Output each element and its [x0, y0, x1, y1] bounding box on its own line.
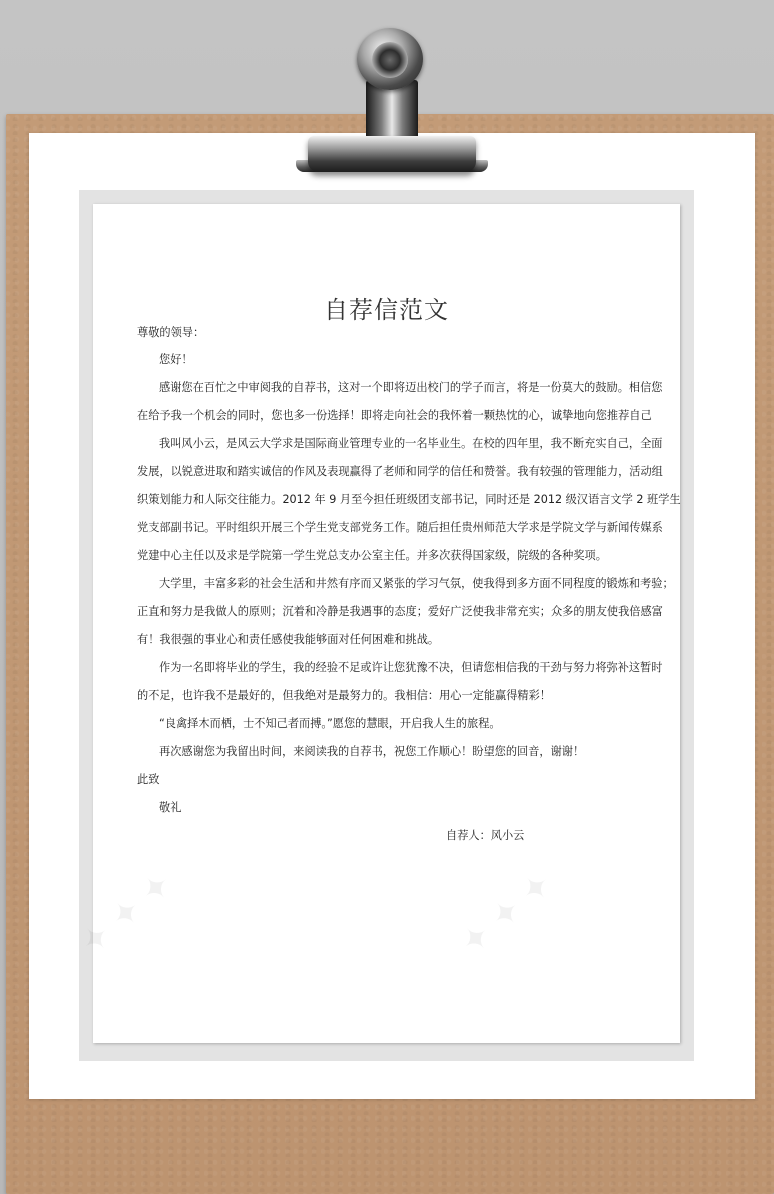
paragraph-line: 织策划能力和人际交往能力。2012 年 9 月至今担任班级团支部书记，同时还是 2012 级汉语言文学 2 班学生	[137, 493, 681, 506]
paragraph-line: 有！我很强的事业心和责任感使我能够面对任何困难和挑战。	[137, 633, 440, 646]
paragraph-line: 再次感谢您为我留出时间，来阅读我的自荐书，祝您工作顺心！盼望您的回音，谢谢！	[159, 745, 585, 758]
paragraph-line: 我叫风小云，是风云大学求是国际商业管理专业的一名毕业生。在校的四年里，我不断充实自己，全面	[159, 437, 663, 450]
salutation: 尊敬的领导：	[137, 326, 205, 339]
watermark: ✦ ✦ ✦	[452, 864, 561, 964]
binder-clip-icon	[308, 136, 476, 172]
letter-paper	[72, 204, 681, 1043]
signature: 自荐人：风小云	[446, 829, 525, 842]
page-title: 自荐信范文	[324, 296, 449, 324]
paragraph-line: 作为一名即将毕业的学生，我的经验不足或许让您犹豫不决，但请您相信我的干劲与努力将弥补这暂时	[159, 661, 663, 674]
greeting: 您好！	[159, 353, 193, 366]
paragraph-line: 党建中心主任以及求是学院第一学生党总支办公室主任。并多次获得国家级，院级的各种奖项。	[137, 549, 607, 562]
watermark: ✦ ✦ ✦	[72, 864, 181, 964]
paragraph-line: 正直和努力是我做人的原则；沉着和冷静是我遇事的态度；爱好广泛使我非常充实；众多的朋友使我倍感富	[137, 605, 663, 618]
paragraph-line: 的不足，也许我不是最好的，但我绝对是最努力的。我相信：用心一定能赢得精彩！	[137, 689, 551, 702]
paragraph-line: 感谢您在百忙之中审阅我的自荐书，这对一个即将迈出校门的学子而言，将是一份莫大的鼓励。相信您	[159, 381, 663, 394]
paragraph-line: 在给予我一个机会的同时，您也多一份选择！即将走向社会的我怀着一颗热忱的心，诚挚地向您推荐自己	[137, 409, 652, 422]
paragraph-line: 发展，以锐意进取和踏实诚信的作风及表现赢得了老师和同学的信任和赞誉。我有较强的管理能力，活动组	[137, 465, 663, 478]
closing: 此致	[137, 773, 160, 786]
regards: 敬礼	[159, 801, 182, 814]
paragraph-line: “良禽择木而栖，士不知己者而搏。”愿您的慧眼，开启我人生的旅程。	[159, 717, 501, 730]
paragraph-line: 党支部副书记。平时组织开展三个学生党支部党务工作。随后担任贵州师范大学求是学院文学与新闻传媒系	[137, 521, 663, 534]
paragraph-line: 大学里，丰富多彩的社会生活和井然有序而又紧张的学习气氛，使我得到多方面不同程度的锻炼和考验；	[159, 577, 674, 590]
binder-clip-hole	[372, 42, 408, 78]
